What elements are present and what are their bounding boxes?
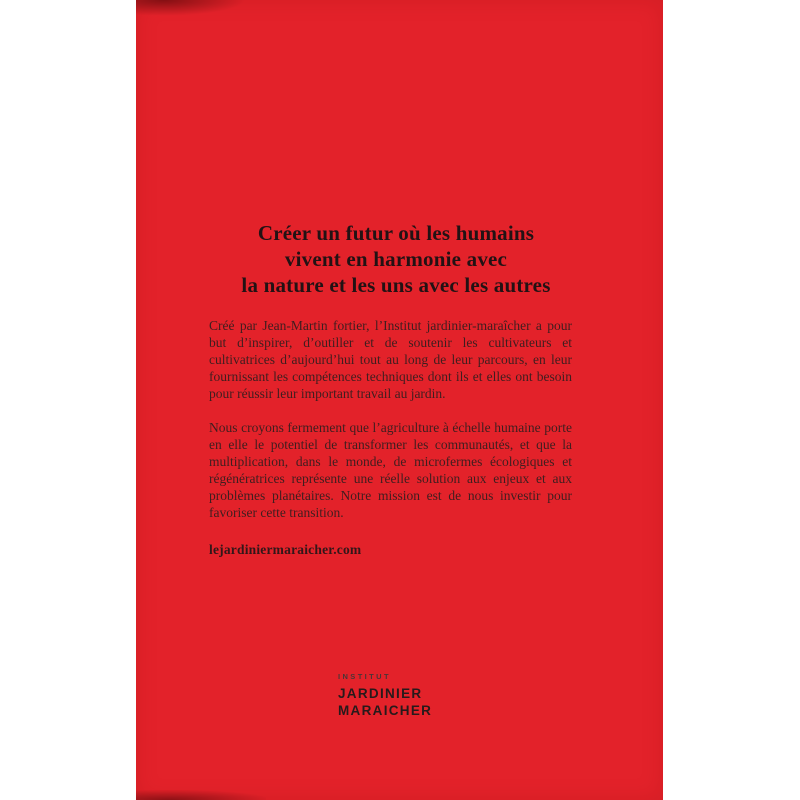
mission-headline [176, 220, 616, 298]
logo-line-institut: INSTITUT [338, 672, 391, 681]
headline-line-1: Créer un futur où les humains [257, 221, 535, 245]
corner-shadow-top-left [136, 0, 246, 16]
corner-shadow-bottom-left [136, 790, 266, 800]
logo-line-jardinier: JARDINIER [338, 686, 423, 701]
logo-line-maraicher: MARAICHER [338, 703, 433, 718]
headline-line-2: vivent en harmonie avec [284, 247, 508, 271]
paragraph-mission: Nous croyons fermement que l’agriculture à échelle humaine porte en elle le potentiel de transformer les communautés, et que la multiplication, dans le monde, de microfermes écologiques et régénératrices représente une réelle solution aux enjeux et aux problèmes planétaires. Notre mission est de nous investir pour favoriser cette transition. [209, 420, 572, 520]
back-cover [136, 0, 663, 800]
institut-jardinier-maraicher-logo [338, 672, 432, 719]
website-url: lejardiniermaraicher.com [209, 542, 362, 557]
headline-line-3: la nature et les uns avec les autres [241, 273, 551, 297]
description-text [209, 317, 572, 558]
paragraph-institut: Créé par Jean-Martin fortier, l’Institut jardinier-maraîcher a pour but d’inspirer, d’outiller et de soutenir les cultivateurs et cultivatrices d’aujourd’hui tout au long de leur parcours, en leur fournissant les compétences techniques dont ils et elles ont besoin pour réussir leur important travail au jardin. [209, 318, 572, 401]
